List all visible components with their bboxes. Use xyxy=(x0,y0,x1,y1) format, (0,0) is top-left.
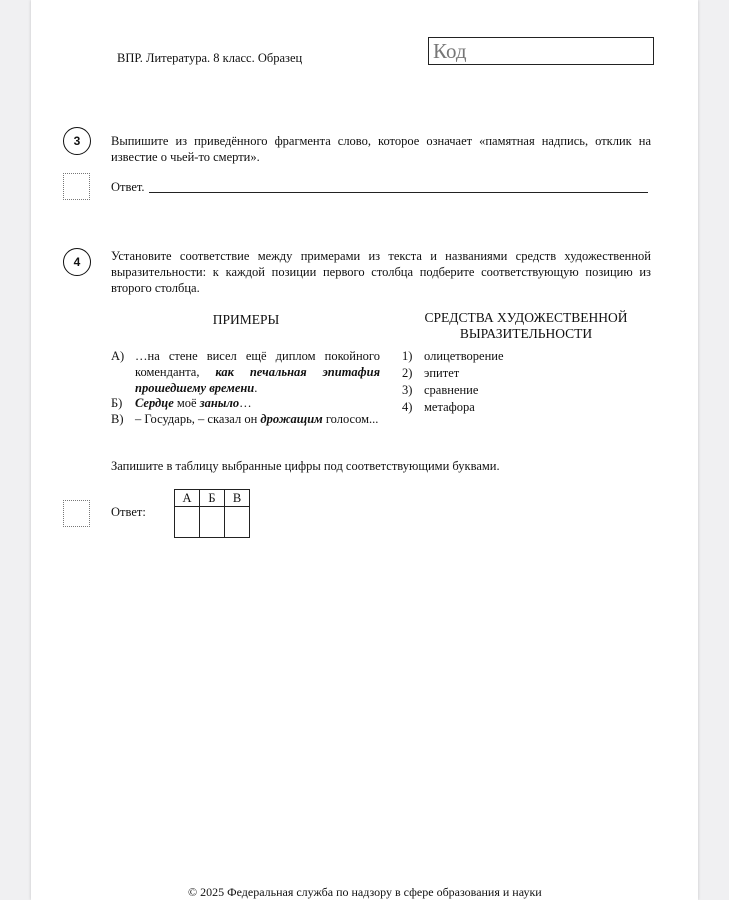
question-4-instruction: Запишите в таблицу выбранные цифры под соответствующими буквами. xyxy=(111,459,500,473)
means-header-line2: ВЫРАЗИТЕЛЬНОСТИ xyxy=(459,326,593,341)
answer-table-header-b: Б xyxy=(200,490,225,507)
question-4-answer-label: Ответ: xyxy=(111,505,146,519)
exam-page xyxy=(31,0,698,900)
question-4-number: 4 xyxy=(63,248,91,276)
option-3: 3) сравнение xyxy=(402,383,479,397)
question-3-answer-line[interactable] xyxy=(149,192,648,193)
example-v-text: – Государь, – сказал он дрожащим голосом... xyxy=(135,412,379,426)
question-4-text: Установите соответствие между примерами из текста и названиями средств художественной выразительности: к каждой позиции первого столбца подберите соответствующую позицию из второго столбца. xyxy=(111,249,651,295)
means-header-line1: СРЕДСТВА ХУДОЖЕСТВЕННОЙ xyxy=(424,310,628,325)
question-3-number: 3 xyxy=(63,127,91,155)
answer-table-header-a: А xyxy=(175,490,200,507)
page-footer: © 2025 Федеральная служба по надзору в сфере образования и науки xyxy=(188,885,542,899)
example-b-letter: Б) xyxy=(111,396,123,410)
means-column-header xyxy=(406,310,646,342)
code-field-label: Код xyxy=(433,39,467,63)
question-3-text: Выпишите из приведённого фрагмента слово, которое означает «памятная надпись, отклик на известие о чьей-то смерти». xyxy=(111,134,651,164)
option-2: 2) эпитет xyxy=(402,366,460,380)
question-3-answer-label: Ответ. xyxy=(111,180,145,194)
answer-cell-a[interactable] xyxy=(175,507,200,538)
page-header-title: ВПР. Литература. 8 класс. Образец xyxy=(117,51,303,65)
answer-table xyxy=(174,489,250,538)
example-v-letter: В) xyxy=(111,412,124,426)
examples-column-header: ПРИМЕРЫ xyxy=(212,312,280,327)
question-3-score-box[interactable] xyxy=(63,173,90,200)
example-a xyxy=(111,348,383,396)
option-1: 1) олицетворение xyxy=(402,349,504,363)
answer-cell-v[interactable] xyxy=(225,507,250,538)
answer-table-header-v: В xyxy=(225,490,250,507)
example-b xyxy=(111,395,383,411)
example-a-text: …на стене висел ещё диплом покойного коменданта, как печальная эпитафия прошедшему времени. xyxy=(135,349,381,395)
question-4-score-box[interactable] xyxy=(63,500,90,527)
option-4: 4) метафора xyxy=(402,400,475,414)
answer-cell-b[interactable] xyxy=(200,507,225,538)
example-a-letter: А) xyxy=(111,349,125,363)
code-field[interactable] xyxy=(428,37,654,65)
example-b-text: Сердце моё заныло… xyxy=(135,396,252,410)
example-v xyxy=(111,411,383,443)
